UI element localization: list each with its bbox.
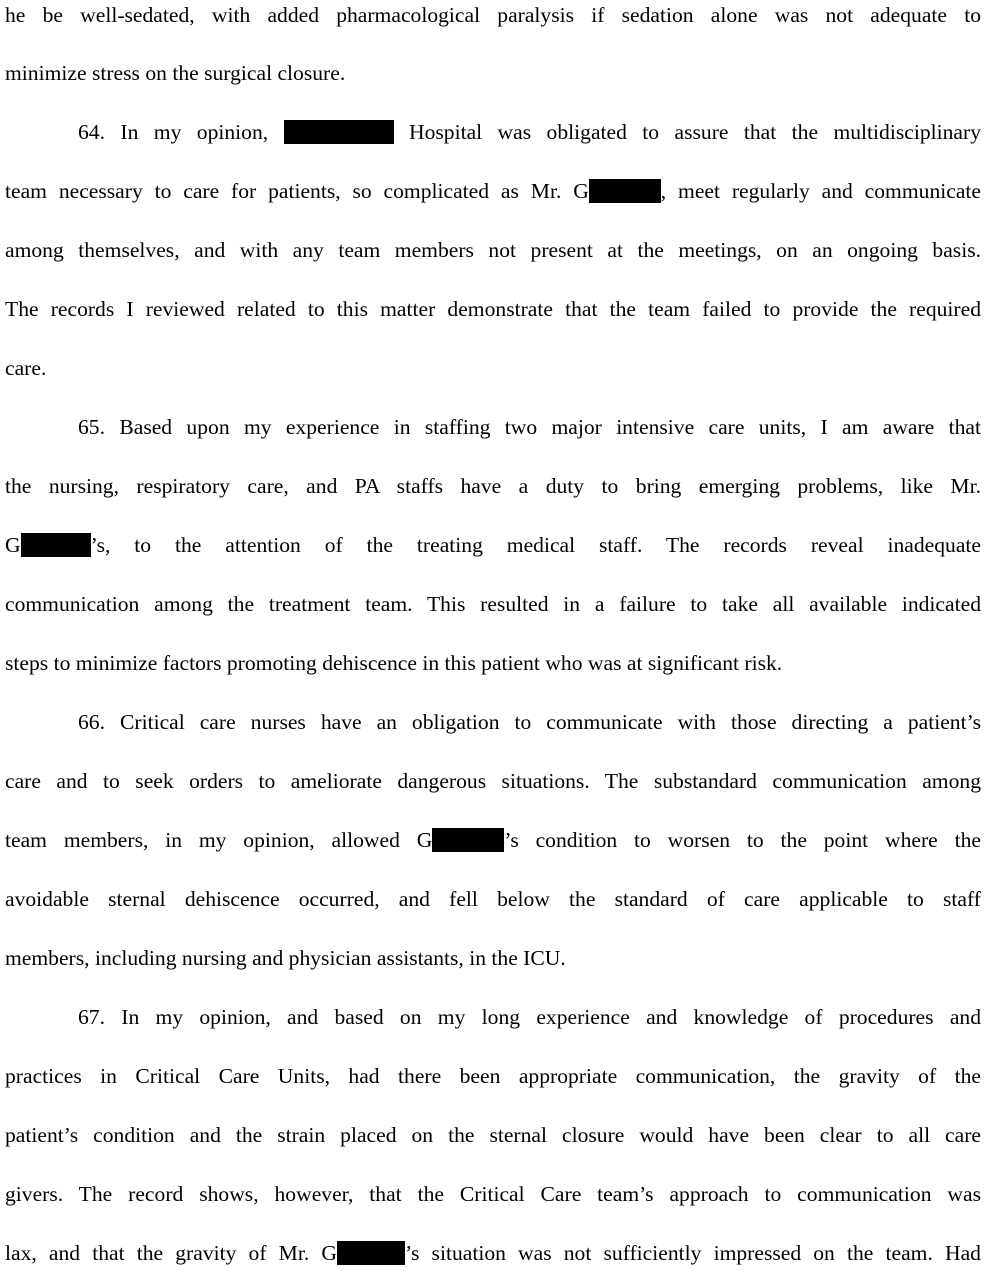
text-line: among themselves, and with any team members not present at the meetings, on an ongoing basis. <box>5 238 981 262</box>
text-line: communication among the treatment team. This resulted in a failure to take all available indicated <box>5 592 981 616</box>
redaction-block <box>337 1241 405 1265</box>
text-line <box>5 176 981 206</box>
text-segment: ’s situation was not sufficiently impressed on the team. Had <box>405 1241 981 1265</box>
text-line: care. <box>5 356 47 380</box>
text-segment: , meet regularly and communicate <box>660 179 981 203</box>
text-line: givers. The record shows, however, that the Critical Care team’s approach to communication was <box>5 1182 981 1206</box>
text-segment: lax, and that the gravity of Mr. G <box>5 1241 337 1265</box>
text-segment: team necessary to care for patients, so complicated as Mr. G <box>5 179 589 203</box>
text-segment: ’s, to the attention of the treating medical staff. The records reveal inadequate <box>90 533 981 557</box>
text-line: patient’s condition and the strain placed on the sternal closure would have been clear to all care <box>5 1123 981 1147</box>
text-line <box>5 825 981 855</box>
text-line: he be well-sedated, with added pharmacological paralysis if sedation alone was not adequate to <box>5 3 981 27</box>
paragraph-64-start <box>78 117 981 147</box>
text-line <box>5 1238 981 1268</box>
redaction-block <box>432 828 504 852</box>
text-line: practices in Critical Care Units, had there been appropriate communication, the gravity of the <box>5 1064 981 1088</box>
text-line: avoidable sternal dehiscence occurred, and fell below the standard of care applicable to staff <box>5 887 981 911</box>
text-segment: G <box>5 533 21 557</box>
text-segment: 64. In my opinion, <box>78 120 284 144</box>
redaction-block <box>589 179 661 203</box>
text-line: The records I reviewed related to this matter demonstrate that the team failed to provide the required <box>5 297 981 321</box>
text-line <box>5 530 981 560</box>
text-line: the nursing, respiratory care, and PA staffs have a duty to bring emerging problems, like Mr. <box>5 474 981 498</box>
text-line: members, including nursing and physician assistants, in the ICU. <box>5 946 566 970</box>
redaction-block <box>284 120 394 144</box>
text-line: steps to minimize factors promoting dehiscence in this patient who was at significant risk. <box>5 651 783 675</box>
text-line: minimize stress on the surgical closure. <box>5 61 346 85</box>
text-segment: ’s condition to worsen to the point where the <box>504 828 981 852</box>
text-segment: team members, in my opinion, allowed G <box>5 828 433 852</box>
text-line: care and to seek orders to ameliorate dangerous situations. The substandard communication among <box>5 769 981 793</box>
paragraph-66-start: 66. Critical care nurses have an obligation to communicate with those directing a patient’s <box>78 710 981 734</box>
paragraph-67-start: 67. In my opinion, and based on my long experience and knowledge of procedures and <box>78 1005 981 1029</box>
text-segment: Hospital was obligated to assure that the multidisciplinary <box>393 120 981 144</box>
paragraph-65-start: 65. Based upon my experience in staffing two major intensive care units, I am aware that <box>78 415 981 439</box>
redaction-block <box>21 533 91 557</box>
